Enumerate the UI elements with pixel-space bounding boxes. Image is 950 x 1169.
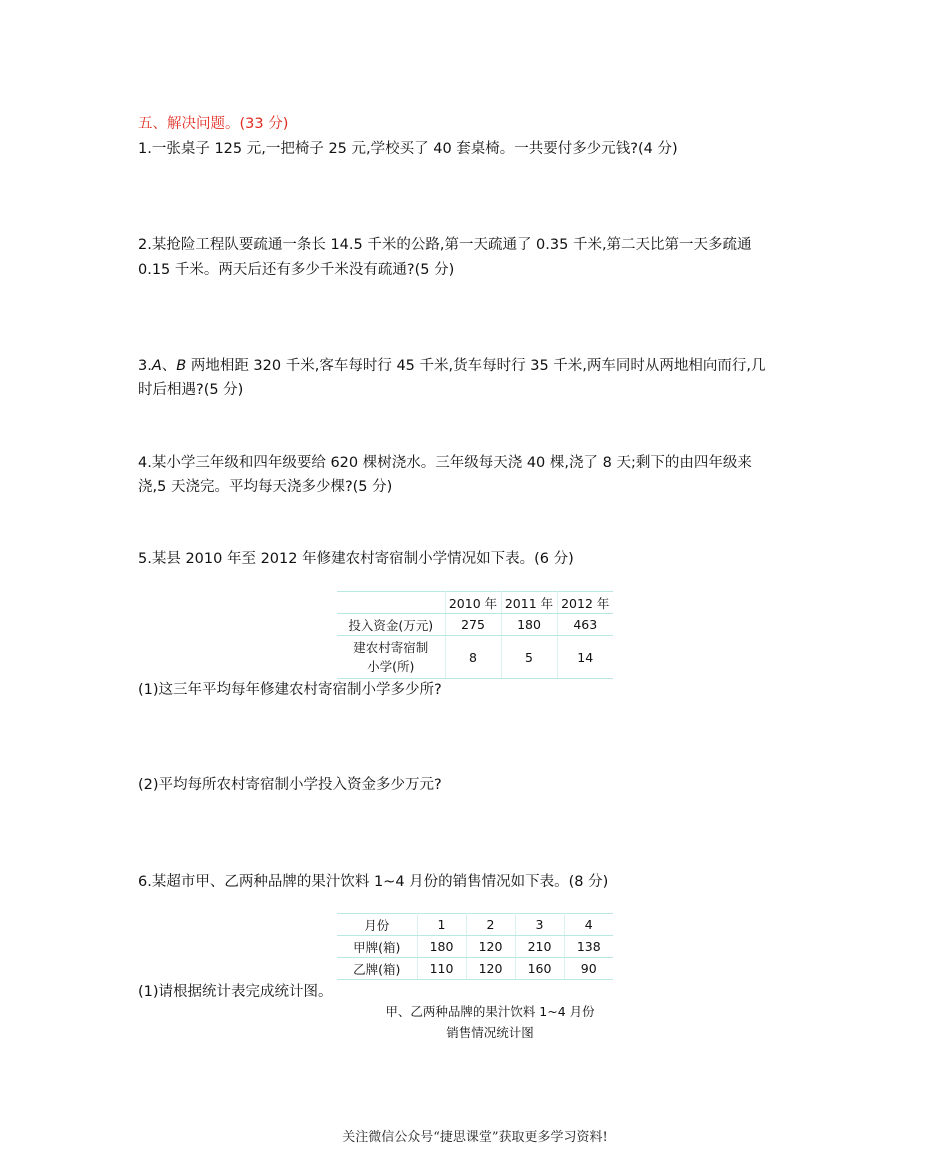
school-construction-table	[337, 591, 613, 679]
table-row	[337, 636, 613, 679]
question-5-sub-1: (1)这三年平均每年修建农村寄宿制小学多少所?	[138, 682, 442, 698]
question-1: 1.一张桌子 125 元,一把椅子 25 元,学校买了 40 套桌椅。一共要付多少元钱?(4 分)	[138, 141, 678, 157]
table-cell: 275	[445, 614, 501, 636]
question-6: 6.某超市甲、乙两种品牌的果汁饮料 1~4 月份的销售情况如下表。(8 分)	[138, 874, 609, 890]
question-5: 5.某县 2010 年至 2012 年修建农村寄宿制小学情况如下表。(6 分)	[138, 551, 574, 567]
table-cell: 210	[515, 936, 564, 958]
juice-sales-table	[337, 913, 613, 980]
table-cell: 110	[417, 958, 466, 980]
table-cell: 90	[564, 958, 613, 980]
table-cell: 160	[515, 958, 564, 980]
row-label-schools	[337, 636, 445, 679]
table-header-row	[337, 592, 613, 614]
table-cell: 5	[501, 636, 557, 679]
year-header: 2011 年	[501, 592, 557, 614]
table-cell: 180	[501, 614, 557, 636]
table-cell: 8	[445, 636, 501, 679]
row-label-investment: 投入资金(万元)	[337, 614, 445, 636]
table-row	[337, 614, 613, 636]
month-header: 2	[466, 914, 515, 936]
place-a: A	[151, 358, 162, 374]
question-2-line-2: 0.15 千米。两天后还有多少千米没有疏通?(5 分)	[138, 262, 455, 278]
question-3-text: 两地相距 320 千米,客车每时行 45 千米,货车每时行 35 千米,两车同时从两地相向而行,几	[186, 358, 766, 374]
table-header-row	[337, 914, 613, 936]
table-row	[337, 936, 613, 958]
table-cell: 120	[466, 958, 515, 980]
row-label-brand-yi: 乙牌(箱)	[337, 958, 417, 980]
month-header: 3	[515, 914, 564, 936]
table-cell: 120	[466, 936, 515, 958]
question-3-line-2: 时后相遇?(5 分)	[138, 382, 244, 398]
table-corner-cell	[337, 592, 445, 614]
table-cell: 180	[417, 936, 466, 958]
year-header: 2012 年	[557, 592, 613, 614]
table-cell: 138	[564, 936, 613, 958]
question-4-line-2: 浇,5 天浇完。平均每天浇多少棵?(5 分)	[138, 479, 393, 495]
table-row	[337, 958, 613, 980]
row-label-brand-jia: 甲牌(箱)	[337, 936, 417, 958]
month-header: 1	[417, 914, 466, 936]
question-4-line-1: 4.某小学三年级和四年级要给 620 棵树浇水。三年级每天浇 40 棵,浇了 8 天;剩下的由四年级来	[138, 455, 752, 471]
month-header-label: 月份	[337, 914, 417, 936]
place-separator: 、	[161, 358, 177, 374]
row-label-schools-line-2: 小学(所)	[367, 659, 415, 674]
table-cell: 463	[557, 614, 613, 636]
month-header: 4	[564, 914, 613, 936]
question-6-sub-1: (1)请根据统计表完成统计图。	[138, 984, 333, 1000]
chart-title-line-2: 销售情况统计图	[446, 1025, 534, 1040]
chart-title-line-1: 甲、乙两种品牌的果汁饮料 1~4 月份	[385, 1004, 595, 1019]
row-label-schools-line-1: 建农村寄宿制	[353, 640, 429, 655]
place-b: B	[176, 358, 187, 374]
year-header: 2010 年	[445, 592, 501, 614]
section-title: 五、解决问题。(33 分)	[138, 116, 289, 132]
footer-note: 关注微信公众号“捷思课堂”获取更多学习资料!	[342, 1130, 608, 1145]
question-5-sub-2: (2)平均每所农村寄宿制小学投入资金多少万元?	[138, 777, 442, 793]
table-cell: 14	[557, 636, 613, 679]
question-3-number: 3.	[138, 358, 152, 374]
question-3-line-1	[138, 356, 766, 376]
question-2-line-1: 2.某抢险工程队要疏通一条长 14.5 千米的公路,第一天疏通了 0.35 千米,第二天比第一天多疏通	[138, 237, 752, 253]
